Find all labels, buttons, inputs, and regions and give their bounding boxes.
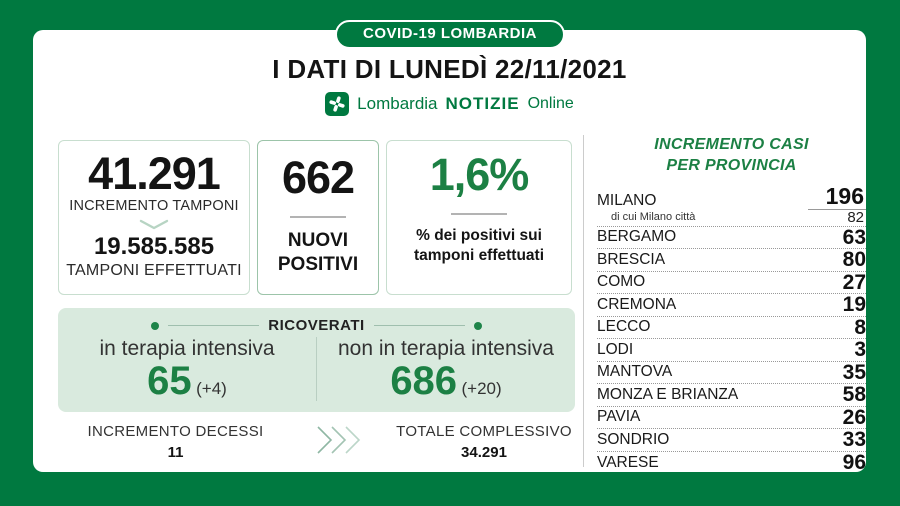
tamponi-increment-value: 41.291 <box>88 148 220 199</box>
logo-text-notizie: NOTIZIE <box>445 94 520 113</box>
totale-complessivo-block <box>393 423 575 461</box>
province-value: 19 <box>842 293 866 317</box>
province-label: MILANO <box>597 191 657 209</box>
rosa-camuna-icon <box>325 92 349 116</box>
province-row <box>597 227 866 250</box>
province-label: VARESE <box>597 453 659 471</box>
province-label: BRESCIA <box>597 250 666 268</box>
main-stats-column <box>58 140 575 461</box>
chevron-down-icon <box>139 219 169 230</box>
green-dot-icon <box>474 322 482 330</box>
milano-citta-value: 82 <box>847 208 864 226</box>
stat-box-percentuale <box>386 140 572 295</box>
terapia-intensiva-label: in terapia intensiva <box>99 337 275 360</box>
logo-text-online: Online <box>527 95 574 112</box>
province-table-body <box>597 184 866 475</box>
non-terapia-intensiva-value: 686 <box>390 359 458 403</box>
ricoverati-columns <box>58 337 575 401</box>
province-row <box>597 317 866 340</box>
incremento-decessi-value: 11 <box>167 444 184 461</box>
province-label: MANTOVA <box>597 363 673 381</box>
triple-chevron-right-icon <box>293 424 393 461</box>
province-label: PAVIA <box>597 408 641 426</box>
divider-line <box>168 325 259 326</box>
province-value: 35 <box>842 360 866 384</box>
stat-box-tamponi <box>58 140 250 295</box>
incremento-decessi-block <box>58 423 293 461</box>
province-value: 33 <box>842 428 866 452</box>
terapia-intensiva-delta: (+4) <box>196 379 227 398</box>
province-label: BERGAMO <box>597 228 677 246</box>
divider-line <box>374 325 465 326</box>
green-dot-icon <box>151 322 159 330</box>
divider <box>451 213 507 215</box>
ricoverati-title: RICOVERATI <box>268 317 365 334</box>
tamponi-total-value: 19.585.585 <box>93 233 215 261</box>
non-terapia-intensiva-delta: (+20) <box>461 379 502 398</box>
province-label: COMO <box>597 273 646 291</box>
province-row <box>597 272 866 295</box>
bottom-summary-row <box>58 423 575 461</box>
non-terapia-intensiva-label: non in terapia intensiva <box>338 337 554 360</box>
non-terapia-intensiva-block <box>316 337 575 401</box>
province-value: 96 <box>842 451 866 475</box>
logo-text-lombardia: Lombardia <box>357 94 438 113</box>
province-label: LECCO <box>597 318 651 336</box>
province-panel-title: INCREMENTO CASI PER PROVINCIA <box>654 136 809 174</box>
percentuale-label: % dei positivi sui tamponi effettuati <box>413 227 545 265</box>
province-value: 63 <box>842 225 866 249</box>
province-row <box>597 384 866 407</box>
milano-citta-label: di cui Milano città <box>611 211 696 224</box>
stat-box-nuovi-positivi <box>257 140 379 295</box>
province-row-milano <box>597 184 866 210</box>
province-value: 8 <box>854 315 866 339</box>
tamponi-total-label: TAMPONI EFFETTUATI <box>66 262 242 280</box>
terapia-intensiva-values <box>58 361 316 401</box>
province-value: 196 <box>808 185 866 210</box>
divider <box>290 216 346 218</box>
province-row <box>597 429 866 452</box>
page-title: I DATI DI LUNEDÌ 22/11/2021 <box>272 54 627 84</box>
province-row <box>597 294 866 317</box>
province-label: CREMONA <box>597 295 677 313</box>
province-row <box>597 362 866 385</box>
stat-boxes <box>58 140 575 295</box>
infographic-card <box>33 30 866 475</box>
province-value: 80 <box>842 248 866 272</box>
ricoverati-header <box>151 317 482 334</box>
nuovi-positivi-label: NUOVI POSITIVI <box>277 230 359 275</box>
province-row <box>597 452 866 475</box>
percentuale-value: 1,6% <box>429 149 529 200</box>
province-row <box>597 249 866 272</box>
province-value: 26 <box>842 405 866 429</box>
ricoverati-panel <box>58 308 575 412</box>
non-terapia-intensiva-values <box>317 361 575 401</box>
terapia-intensiva-block <box>58 337 316 401</box>
province-row <box>597 407 866 430</box>
badge-label: COVID-19 LOMBARDIA <box>362 25 538 42</box>
totale-complessivo-label: TOTALE COMPLESSIVO <box>396 423 572 440</box>
province-subrow-milano-citta <box>597 210 866 227</box>
lombardia-notizie-logo <box>33 92 866 116</box>
province-panel <box>583 135 866 475</box>
covid-lombardia-badge <box>335 20 565 49</box>
nuovi-positivi-value: 662 <box>281 152 355 203</box>
province-value: 58 <box>842 383 866 407</box>
province-label: MONZA E BRIANZA <box>597 385 739 403</box>
province-value: 3 <box>854 338 866 362</box>
province-label: LODI <box>597 340 634 358</box>
tamponi-increment-label: INCREMENTO TAMPONI <box>69 198 239 215</box>
incremento-decessi-label: INCREMENTO DECESSI <box>87 423 264 440</box>
province-row <box>597 339 866 362</box>
terapia-intensiva-value: 65 <box>147 359 192 403</box>
header <box>33 54 866 116</box>
province-label: SONDRIO <box>597 430 670 448</box>
totale-complessivo-value: 34.291 <box>461 444 507 461</box>
province-value: 27 <box>842 270 866 294</box>
